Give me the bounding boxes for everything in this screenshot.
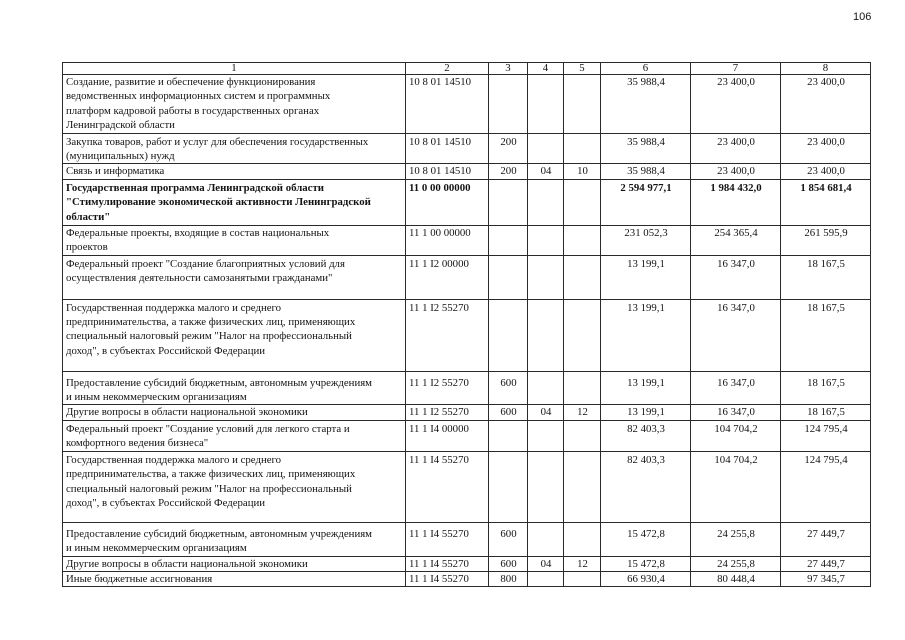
row-col-3: [489, 255, 528, 299]
row-value-col-7: 23 400,0: [691, 164, 781, 179]
row-code: 11 0 00 00000: [406, 179, 489, 225]
header-col-3: 3: [489, 63, 528, 75]
row-col-3: [489, 75, 528, 134]
header-row: [63, 63, 871, 75]
row-value-col-7: 23 400,0: [691, 133, 781, 164]
row-title: Федеральный проект "Создание условий для легкого старта и комфортного ведения бизнеса": [63, 420, 406, 451]
table-row: [63, 75, 871, 134]
row-title: Другие вопросы в области национальной экономики: [63, 405, 406, 420]
table-row: [63, 179, 871, 225]
header-col-5: 5: [564, 63, 601, 75]
row-col-3: [489, 451, 528, 522]
row-title: Создание, развитие и обеспечение функционирования ведомственных информационных систем и программных платформ кадровой работы в государственных органах Ленинградской области: [63, 75, 406, 134]
row-value-col-7: 104 704,2: [691, 420, 781, 451]
row-value-col-8: 18 167,5: [781, 371, 871, 405]
row-value-col-7: 1 984 432,0: [691, 179, 781, 225]
row-col-3: 600: [489, 405, 528, 420]
row-code: 11 1 00 00000: [406, 225, 489, 255]
row-code: 11 1 I2 55270: [406, 371, 489, 405]
row-value-col-6: 82 403,3: [601, 420, 691, 451]
row-value-col-7: 16 347,0: [691, 371, 781, 405]
table-body: [63, 75, 871, 587]
row-value-col-8: 23 400,0: [781, 164, 871, 179]
row-col-5: 10: [564, 164, 601, 179]
row-value-col-7: 16 347,0: [691, 299, 781, 371]
row-title: Государственная программа Ленинградской области "Стимулирование экономической активности Ленинградской области": [63, 179, 406, 225]
row-code: 10 8 01 14510: [406, 75, 489, 134]
row-col-5: [564, 299, 601, 371]
row-value-col-7: 24 255,8: [691, 556, 781, 571]
row-col-3: 600: [489, 371, 528, 405]
row-code: 11 1 I4 55270: [406, 522, 489, 556]
header-col-2: 2: [406, 63, 489, 75]
row-value-col-6: 82 403,3: [601, 451, 691, 522]
row-title: Иные бюджетные ассигнования: [63, 571, 406, 586]
row-col-3: 200: [489, 133, 528, 164]
row-col-5: [564, 371, 601, 405]
row-title: Другие вопросы в области национальной экономики: [63, 556, 406, 571]
row-title: Федеральные проекты, входящие в состав национальных проектов: [63, 225, 406, 255]
row-col-5: [564, 522, 601, 556]
row-value-col-8: 18 167,5: [781, 255, 871, 299]
row-code: 10 8 01 14510: [406, 133, 489, 164]
row-value-col-6: 35 988,4: [601, 164, 691, 179]
row-value-col-6: 13 199,1: [601, 371, 691, 405]
row-col-3: [489, 225, 528, 255]
row-value-col-7: 104 704,2: [691, 451, 781, 522]
row-value-col-8: 97 345,7: [781, 571, 871, 586]
header-col-1: 1: [63, 63, 406, 75]
row-value-col-8: 23 400,0: [781, 133, 871, 164]
row-value-col-7: 16 347,0: [691, 405, 781, 420]
row-code: 11 1 I2 55270: [406, 299, 489, 371]
row-col-3: 200: [489, 164, 528, 179]
table-row: [63, 164, 871, 179]
row-col-4: [528, 571, 564, 586]
row-code: 10 8 01 14510: [406, 164, 489, 179]
table-row: [63, 371, 871, 405]
row-col-4: 04: [528, 556, 564, 571]
row-col-4: 04: [528, 405, 564, 420]
table-row: [63, 405, 871, 420]
table-row: [63, 133, 871, 164]
row-code: 11 1 I4 55270: [406, 451, 489, 522]
row-col-3: 600: [489, 522, 528, 556]
row-title: Связь и информатика: [63, 164, 406, 179]
table-row: [63, 571, 871, 586]
page-number: 106: [853, 11, 872, 23]
row-col-3: 600: [489, 556, 528, 571]
row-col-4: [528, 179, 564, 225]
budget-table: [62, 62, 871, 587]
table-row: [63, 522, 871, 556]
header-col-8: 8: [781, 63, 871, 75]
row-value-col-8: 124 795,4: [781, 420, 871, 451]
row-title: Государственная поддержка малого и среднего предпринимательства, а также физических лиц, применяющих специальный налоговый режим "Налог на профессиональный доход", в субъектах Российской Федерации: [63, 451, 406, 522]
header-col-4: 4: [528, 63, 564, 75]
row-code: 11 1 I4 00000: [406, 420, 489, 451]
row-col-5: [564, 179, 601, 225]
row-value-col-6: 35 988,4: [601, 75, 691, 134]
row-col-3: [489, 179, 528, 225]
row-col-5: [564, 451, 601, 522]
row-col-4: [528, 225, 564, 255]
row-col-3: [489, 420, 528, 451]
row-value-col-8: 23 400,0: [781, 75, 871, 134]
table-header: [63, 63, 871, 75]
row-value-col-6: 66 930,4: [601, 571, 691, 586]
row-col-4: [528, 420, 564, 451]
row-value-col-7: 23 400,0: [691, 75, 781, 134]
row-col-5: [564, 255, 601, 299]
row-title: Предоставление субсидий бюджетным, автономным учреждениям и иным некоммерческим организациям: [63, 522, 406, 556]
row-col-5: [564, 420, 601, 451]
row-col-5: [564, 75, 601, 134]
row-value-col-6: 13 199,1: [601, 299, 691, 371]
row-value-col-7: 254 365,4: [691, 225, 781, 255]
row-col-4: [528, 451, 564, 522]
header-col-6: 6: [601, 63, 691, 75]
row-value-col-6: 15 472,8: [601, 522, 691, 556]
row-col-4: [528, 255, 564, 299]
row-title: Государственная поддержка малого и среднего предпринимательства, а также физических лиц, применяющих специальный налоговый режим "Налог на профессиональный доход", в субъектах Российской Федерации: [63, 299, 406, 371]
row-col-4: 04: [528, 164, 564, 179]
row-value-col-6: 15 472,8: [601, 556, 691, 571]
row-col-4: [528, 75, 564, 134]
row-value-col-8: 18 167,5: [781, 299, 871, 371]
row-title: Предоставление субсидий бюджетным, автономным учреждениям и иным некоммерческим организациям: [63, 371, 406, 405]
row-value-col-8: 1 854 681,4: [781, 179, 871, 225]
row-value-col-8: 27 449,7: [781, 522, 871, 556]
row-col-4: [528, 522, 564, 556]
row-col-5: [564, 571, 601, 586]
header-col-7: 7: [691, 63, 781, 75]
table-row: [63, 299, 871, 371]
row-value-col-6: 13 199,1: [601, 255, 691, 299]
row-col-3: [489, 299, 528, 371]
table-row: [63, 255, 871, 299]
row-col-5: [564, 225, 601, 255]
row-value-col-8: 261 595,9: [781, 225, 871, 255]
row-value-col-8: 18 167,5: [781, 405, 871, 420]
row-code: 11 1 I2 00000: [406, 255, 489, 299]
row-col-4: [528, 133, 564, 164]
row-value-col-7: 16 347,0: [691, 255, 781, 299]
row-code: 11 1 I4 55270: [406, 571, 489, 586]
row-value-col-6: 231 052,3: [601, 225, 691, 255]
row-value-col-6: 13 199,1: [601, 405, 691, 420]
table-row: [63, 420, 871, 451]
row-col-5: 12: [564, 556, 601, 571]
row-value-col-7: 80 448,4: [691, 571, 781, 586]
row-code: 11 1 I2 55270: [406, 405, 489, 420]
table-row: [63, 225, 871, 255]
row-col-4: [528, 299, 564, 371]
row-title: Федеральный проект "Создание благоприятных условий для осуществления деятельности самозанятыми гражданами": [63, 255, 406, 299]
row-value-col-6: 35 988,4: [601, 133, 691, 164]
table-row: [63, 556, 871, 571]
row-col-3: 800: [489, 571, 528, 586]
row-value-col-7: 24 255,8: [691, 522, 781, 556]
row-value-col-6: 2 594 977,1: [601, 179, 691, 225]
row-code: 11 1 I4 55270: [406, 556, 489, 571]
row-value-col-8: 27 449,7: [781, 556, 871, 571]
row-col-4: [528, 371, 564, 405]
row-col-5: 12: [564, 405, 601, 420]
row-value-col-8: 124 795,4: [781, 451, 871, 522]
row-col-5: [564, 133, 601, 164]
row-title: Закупка товаров, работ и услуг для обеспечения государственных (муниципальных) нужд: [63, 133, 406, 164]
table-row: [63, 451, 871, 522]
